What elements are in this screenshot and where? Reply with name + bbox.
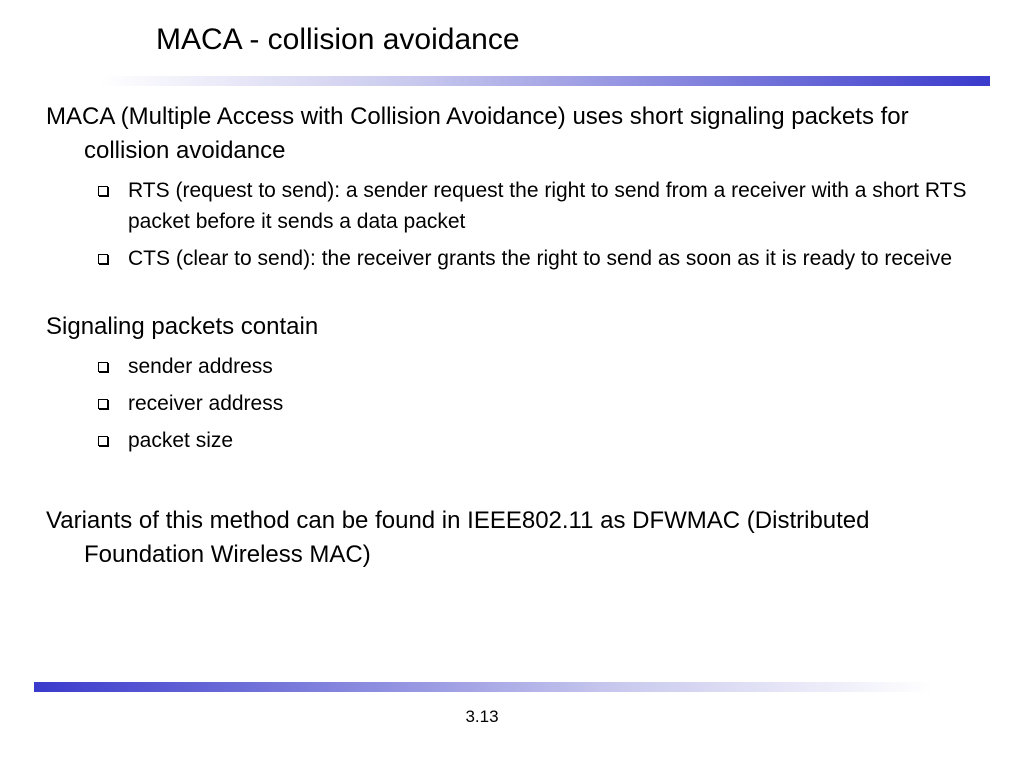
square-bullet-icon bbox=[98, 436, 108, 446]
sub-bullet-rts bbox=[128, 175, 968, 237]
square-bullet-icon bbox=[98, 399, 108, 409]
page-number: 3.13 bbox=[465, 707, 499, 726]
sub-bullet-text: RTS (request to send): a sender request the right to send from a receiver with a short RTS packet before it sends a data packet bbox=[128, 179, 967, 233]
sub-bullet-text: packet size bbox=[128, 429, 234, 452]
bullet-maca: MACA (Multiple Access with Collision Avoidance) uses short signaling packets for collision avoidance bbox=[46, 103, 909, 164]
sub-bullet-size bbox=[128, 425, 968, 456]
square-bullet-icon bbox=[98, 254, 108, 264]
sub-bullet-cts bbox=[128, 243, 968, 274]
square-bullet-icon bbox=[98, 362, 108, 372]
sub-bullet-text: CTS (clear to send): the receiver grants the right to send as soon as it is ready to receive bbox=[128, 247, 953, 270]
sub-bullet-text: sender address bbox=[128, 355, 273, 378]
bullet-variants: Variants of this method can be found in IEEE802.11 as DFWMAC (Distributed Foundation Wireless MAC) bbox=[46, 507, 870, 568]
sub-bullet-receiver bbox=[128, 388, 968, 419]
square-bullet-icon bbox=[98, 186, 108, 196]
bullet-signaling: Signaling packets contain bbox=[46, 313, 319, 340]
sub-bullet-sender bbox=[128, 351, 968, 382]
footer-bar bbox=[34, 682, 934, 692]
sub-bullet-text: receiver address bbox=[128, 392, 284, 415]
slide-title: MACA - collision avoidance bbox=[156, 23, 520, 56]
